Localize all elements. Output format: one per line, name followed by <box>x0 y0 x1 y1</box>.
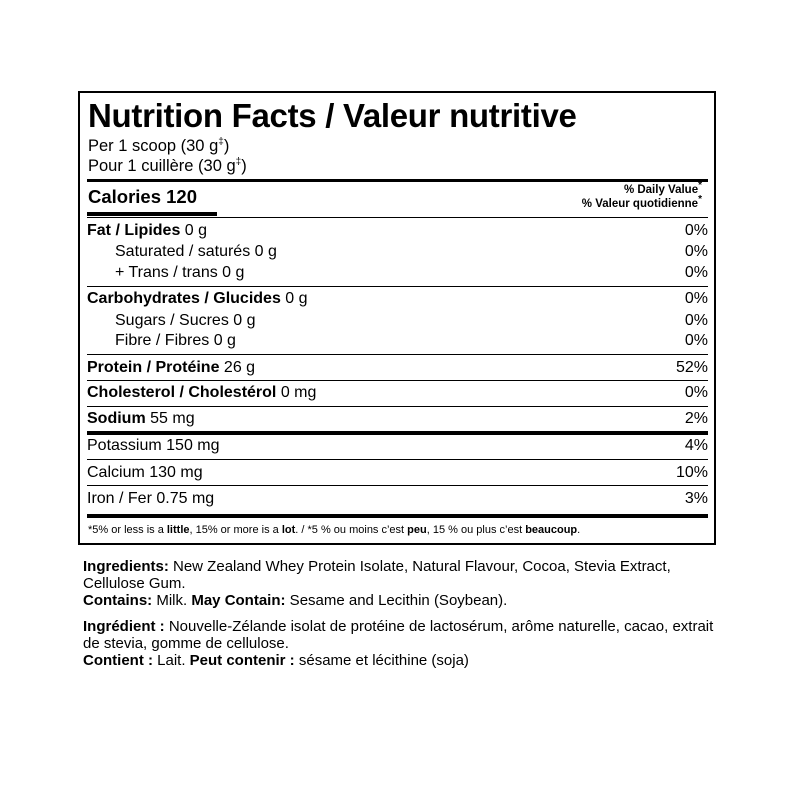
ingredients-fr: Ingrédient : Nouvelle-Zélande isolat de protéine de lactosérum, arôme naturelle, cacao, extrait de stevia, gomme de cellulose. <box>83 618 714 652</box>
calories: Calories 120 <box>88 186 198 207</box>
allergens-fr: Contient : Lait. Peut contenir : sésame et lécithine (soja) <box>83 652 469 669</box>
nutrient-row-fat: Fat / Lipides 0 g 0% <box>87 222 708 239</box>
daily-value-footnote: *5% or less is a little, 15% or more is a lot. / *5 % ou moins c’est peu, 15 % ou plus c’est beaucoup. <box>88 524 581 536</box>
nutrient-row-iron: Iron / Fer 0.75 mg 3% <box>87 490 708 507</box>
allergens-en: Contains: Milk. May Contain: Sesame and Lecithin (Soybean). <box>83 592 508 609</box>
nutrient-row-saturated: Saturated / saturés 0 g 0% <box>115 243 708 260</box>
divider <box>87 406 708 407</box>
thick-rule <box>87 179 708 182</box>
ingredients-en: Ingredients: New Zealand Whey Protein Isolate, Natural Flavour, Cocoa, Stevia Extract, Cellulose Gum. <box>83 558 671 592</box>
divider <box>87 459 708 460</box>
divider <box>87 217 708 218</box>
panel-title: Nutrition Facts / Valeur nutritive <box>88 97 577 134</box>
nutrient-row-sodium: Sodium 55 mg 2% <box>87 410 708 427</box>
thick-rule <box>87 514 708 518</box>
nutrient-row-trans: + Trans / trans 0 g 0% <box>115 264 708 281</box>
nutrition-facts-panel <box>78 91 716 545</box>
divider <box>87 286 708 287</box>
serving-size-fr: Pour 1 cuillère (30 g‡) <box>88 156 247 175</box>
divider <box>87 380 708 381</box>
calories-underline <box>87 212 217 216</box>
nutrient-row-cholesterol: Cholesterol / Cholestérol 0 mg 0% <box>87 384 708 401</box>
ingredients-section <box>83 558 715 669</box>
thick-rule <box>87 431 708 435</box>
divider <box>87 485 708 486</box>
nutrient-row-carbohydrates: Carbohydrates / Glucides 0 g 0% <box>87 290 708 307</box>
nutrient-row-sugars: Sugars / Sucres 0 g 0% <box>115 312 708 329</box>
daily-value-header: % Daily Value* % Valeur quotidienne* <box>581 180 702 210</box>
serving-size-en: Per 1 scoop (30 g‡) <box>88 136 230 155</box>
nutrient-row-calcium: Calcium 130 mg 10% <box>87 464 708 481</box>
nutrient-row-potassium: Potassium 150 mg 4% <box>87 437 708 454</box>
nutrient-row-fibre: Fibre / Fibres 0 g 0% <box>115 332 708 349</box>
divider <box>87 354 708 355</box>
nutrient-row-protein: Protein / Protéine 26 g 52% <box>87 359 708 376</box>
